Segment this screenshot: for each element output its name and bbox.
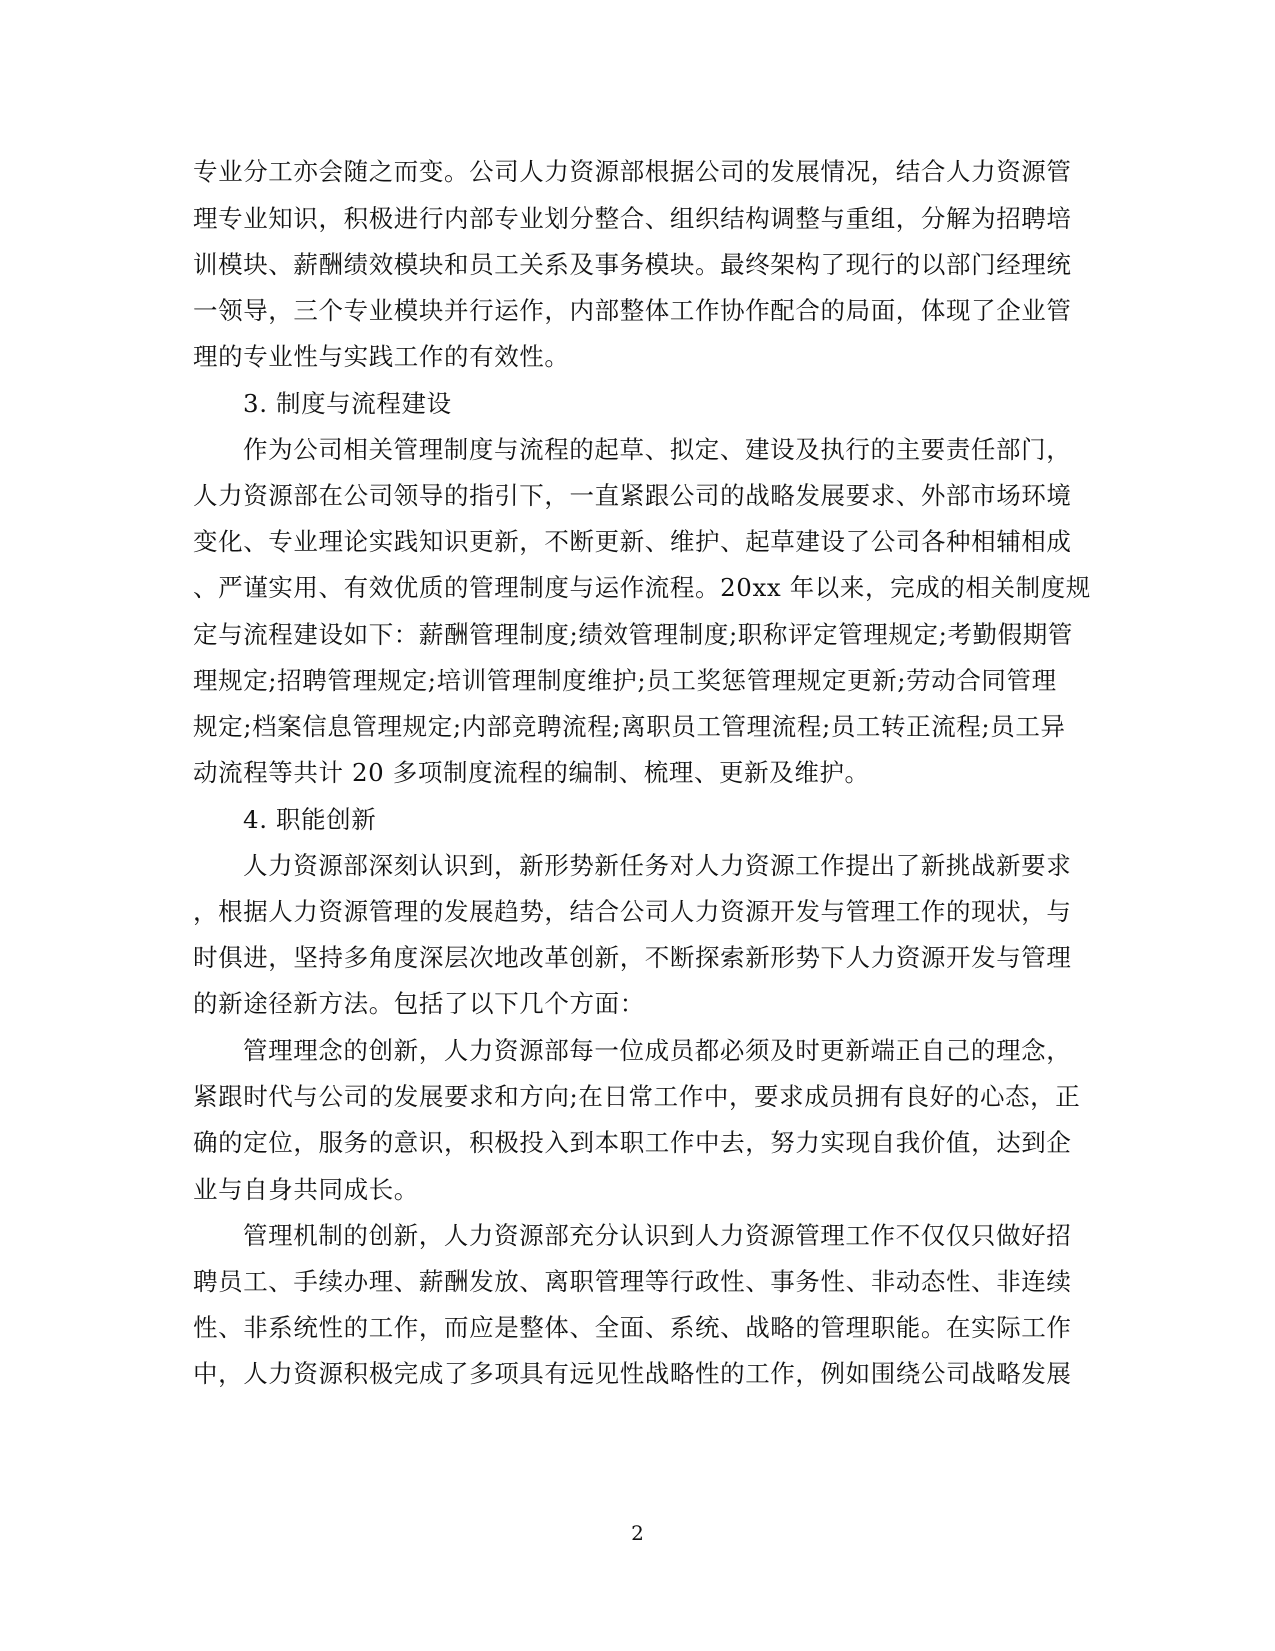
body-text-line: 训模块、薪酬绩效模块和员工关系及事务模块。最终架构了现行的以部门经理统 bbox=[193, 250, 1072, 279]
body-text-line: 理的专业性与实践工作的有效性。 bbox=[193, 342, 570, 371]
body-text-line: 作为公司相关管理制度与流程的起草、拟定、建设及执行的主要责任部门， bbox=[243, 435, 1072, 464]
page-number: 2 bbox=[631, 1521, 644, 1545]
body-text-line: 性、非系统性的工作，而应是整体、全面、系统、战略的管理职能。在实际工作 bbox=[193, 1313, 1072, 1342]
body-text-line: 、严谨实用、有效优质的管理制度与运作流程。20xx 年以来，完成的相关制度规 bbox=[193, 573, 1091, 602]
body-text-line: 理专业知识，积极进行内部专业划分整合、组织结构调整与重组，分解为招聘培 bbox=[193, 204, 1072, 233]
body-text-line: 人力资源部在公司领导的指引下，一直紧跟公司的战略发展要求、外部市场环境 bbox=[193, 481, 1072, 510]
body-text-line: 中，人力资源积极完成了多项具有远见性战略性的工作，例如围绕公司战略发展 bbox=[193, 1359, 1072, 1388]
body-text-line: 管理理念的创新，人力资源部每一位成员都必须及时更新端正自己的理念， bbox=[243, 1036, 1072, 1065]
body-text-line: 定与流程建设如下：薪酬管理制度;绩效管理制度;职称评定管理规定;考勤假期管 bbox=[193, 620, 1073, 649]
body-text-line: 动流程等共计 20 多项制度流程的编制、梳理、更新及维护。 bbox=[193, 758, 870, 787]
body-text-line: 确的定位，服务的意识，积极投入到本职工作中去，努力实现自我价值，达到企 bbox=[193, 1128, 1072, 1157]
body-text-line: 一领导，三个专业模块并行运作，内部整体工作协作配合的局面，体现了企业管 bbox=[193, 296, 1072, 325]
body-text-line: 时俱进，坚持多角度深层次地改革创新，不断探索新形势下人力资源开发与管理 bbox=[193, 943, 1072, 972]
body-text-line: 人力资源部深刻认识到，新形势新任务对人力资源工作提出了新挑战新要求 bbox=[243, 851, 1072, 880]
section-heading: 4. 职能创新 bbox=[243, 805, 377, 834]
body-text-line: ，根据人力资源管理的发展趋势，结合公司人力资源开发与管理工作的现状，与 bbox=[193, 897, 1072, 926]
body-text-line: 规定;档案信息管理规定;内部竞聘流程;离职员工管理流程;员工转正流程;员工异 bbox=[193, 712, 1066, 741]
body-text-line: 紧跟时代与公司的发展要求和方向;在日常工作中，要求成员拥有良好的心态，正 bbox=[193, 1082, 1081, 1111]
body-text-line: 理规定;招聘管理规定;培训管理制度维护;员工奖惩管理规定更新;劳动合同管理 bbox=[193, 666, 1057, 695]
body-text-line: 管理机制的创新，人力资源部充分认识到人力资源管理工作不仅仅只做好招 bbox=[243, 1221, 1072, 1250]
body-text-line: 业与自身共同成长。 bbox=[193, 1175, 419, 1204]
body-text-line: 变化、专业理论实践知识更新，不断更新、维护、起草建设了公司各种相辅相成 bbox=[193, 527, 1072, 556]
body-text-line: 聘员工、手续办理、薪酬发放、离职管理等行政性、事务性、非动态性、非连续 bbox=[193, 1267, 1072, 1296]
body-text-line: 专业分工亦会随之而变。公司人力资源部根据公司的发展情况，结合人力资源管 bbox=[193, 157, 1072, 186]
section-heading: 3. 制度与流程建设 bbox=[243, 389, 452, 418]
body-text-line: 的新途径新方法。包括了以下几个方面： bbox=[193, 989, 645, 1018]
